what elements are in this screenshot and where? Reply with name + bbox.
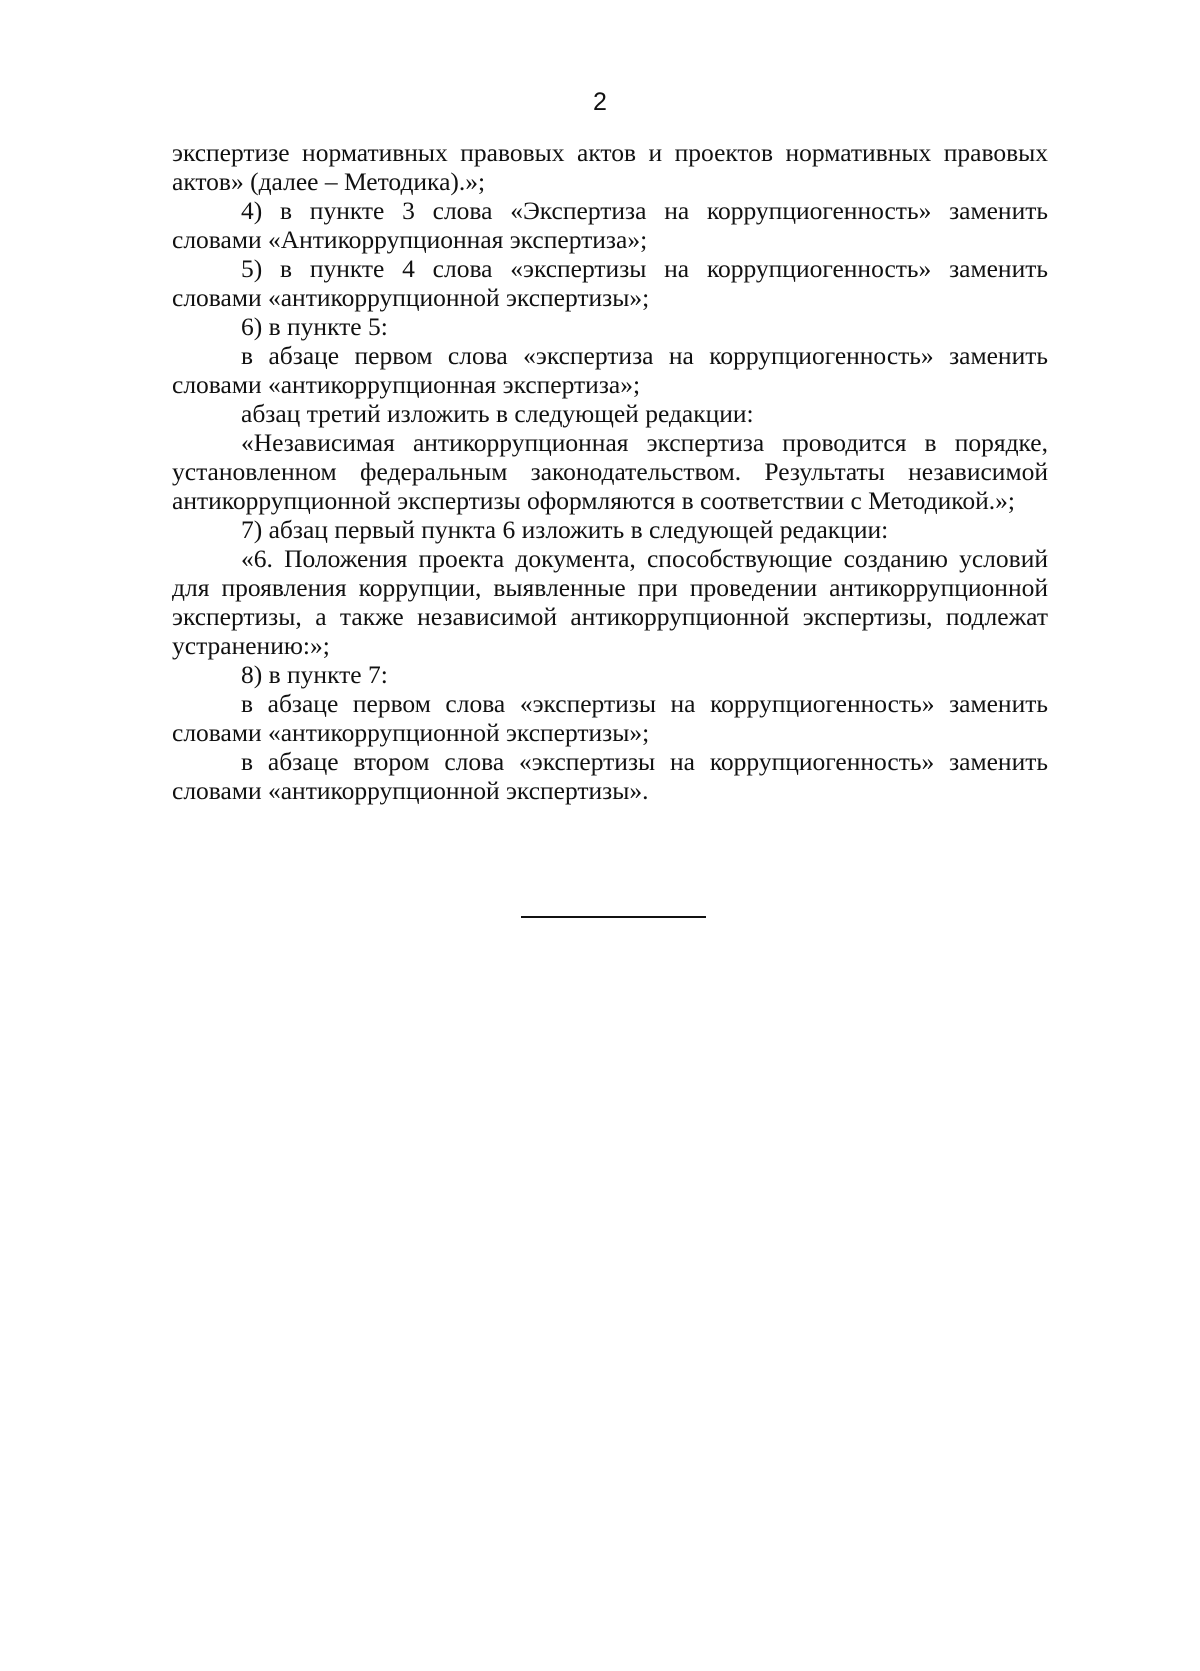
paragraph-item-6-first: в абзаце первом слова «экспертиза на коррупциогенность» заменить словами «антикоррупционная экспертиза»;: [172, 341, 1048, 399]
paragraph-item-8: 8) в пункте 7:: [241, 660, 388, 689]
end-of-document-rule: [521, 916, 706, 918]
paragraph-item-7-quote: «6. Положения проекта документа, способствующие созданию условий для проявления коррупции, выявленные при проведении антикоррупционной экспертизы, а также независимой антикоррупционной экспертизы, подлежат устранению:»;: [172, 544, 1048, 660]
paragraph-item-7: 7) абзац первый пункта 6 изложить в следующей редакции:: [241, 515, 889, 544]
paragraph-item-6-third: абзац третий изложить в следующей редакции:: [241, 399, 754, 428]
paragraph-item-8-second: в абзаце втором слова «экспертизы на коррупциогенность» заменить словами «антикоррупционной экспертизы».: [172, 747, 1048, 805]
page-number: 2: [593, 88, 607, 116]
paragraph-item-8-first: в абзаце первом слова «экспертизы на коррупциогенность» заменить словами «антикоррупционной экспертизы»;: [172, 689, 1048, 747]
paragraph-item-5: 5) в пункте 4 слова «экспертизы на коррупциогенность» заменить словами «антикоррупционной экспертизы»;: [172, 254, 1048, 312]
paragraph-item-6: 6) в пункте 5:: [241, 312, 388, 341]
paragraph-continuation: экспертизе нормативных правовых актов и проектов нормативных правовых актов» (далее – Методика).»;: [172, 138, 1048, 196]
document-body: [172, 138, 1048, 805]
paragraph-item-6-quote: «Независимая антикоррупционная экспертиза проводится в порядке, установленном федеральным законодательством. Результаты независимой антикоррупционной экспертизы оформляются в соответствии с Методикой.»;: [172, 428, 1048, 515]
paragraph-item-4: 4) в пункте 3 слова «Экспертиза на коррупциогенность» заменить словами «Антикоррупционная экспертиза»;: [172, 196, 1048, 254]
